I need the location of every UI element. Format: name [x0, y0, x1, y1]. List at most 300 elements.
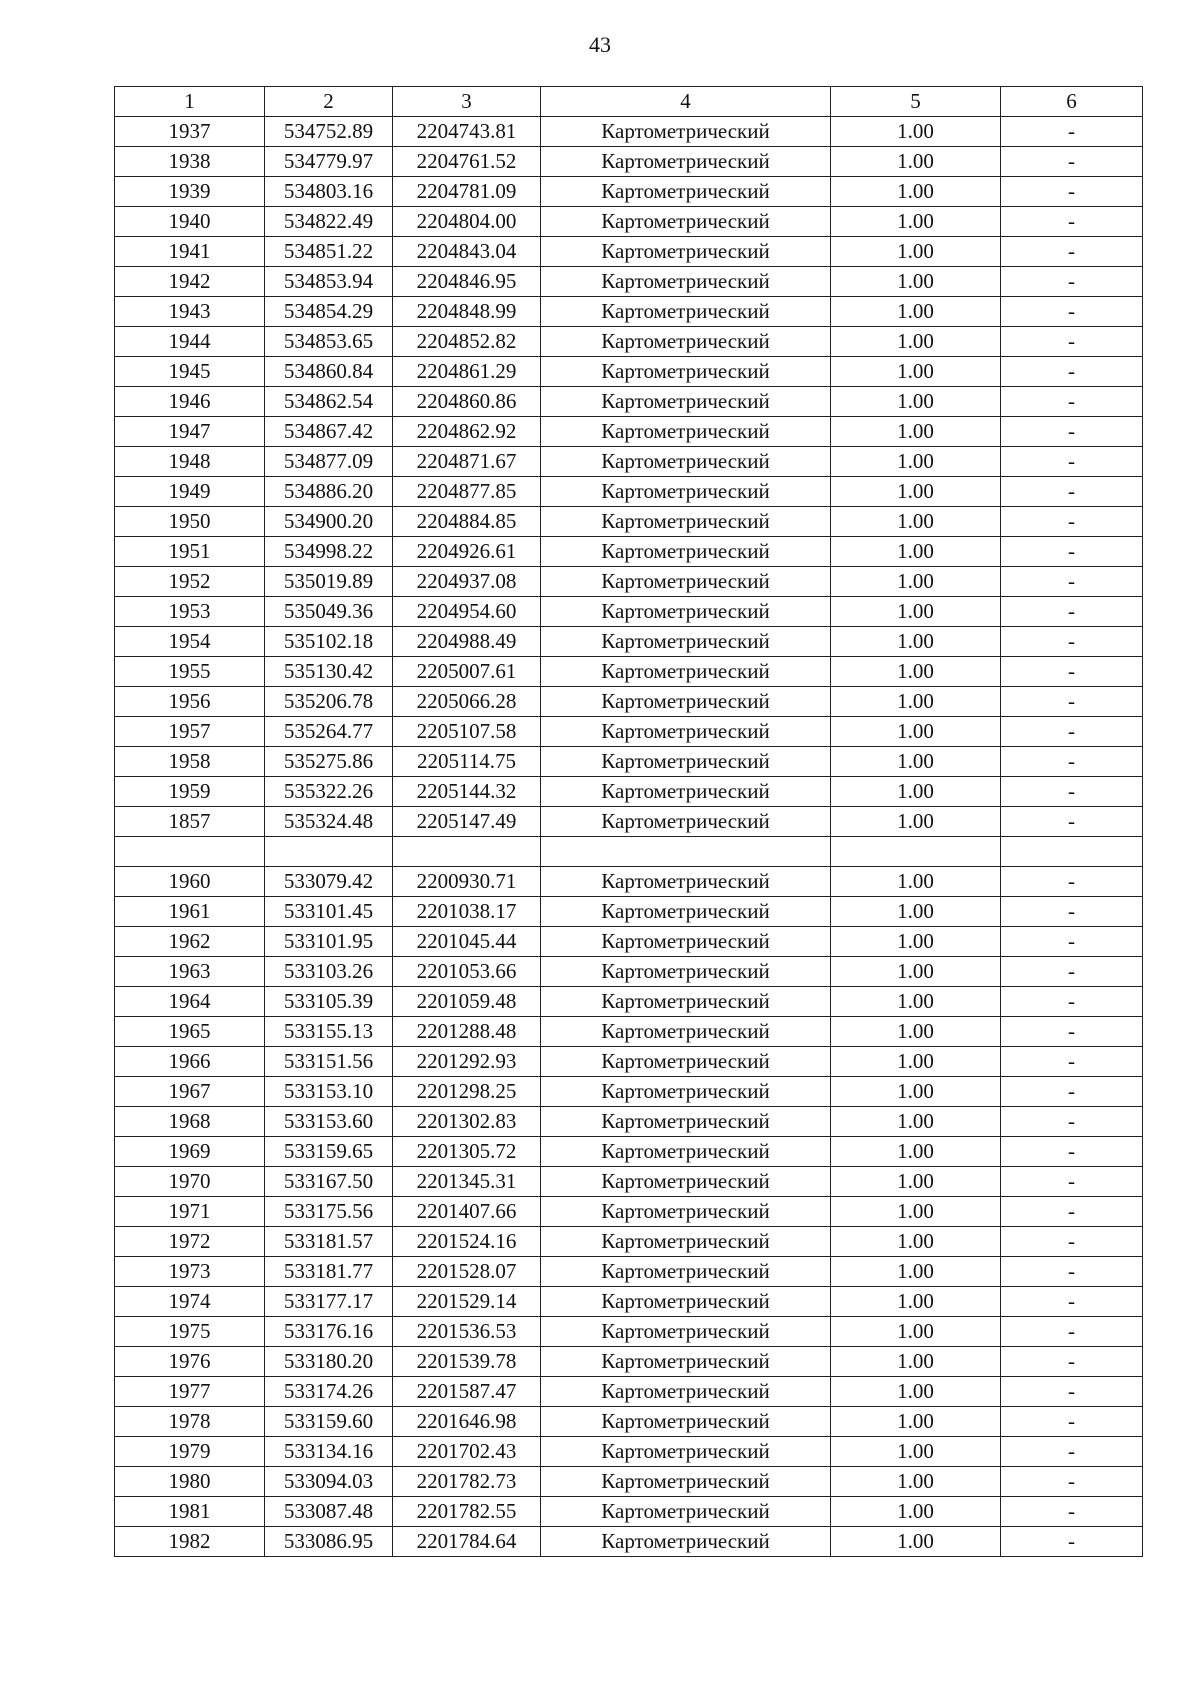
table-row [115, 387, 1143, 417]
x-coordinate-cell: 533094.03 [265, 1467, 393, 1497]
accuracy-cell: 1.00 [831, 1437, 1001, 1467]
x-coordinate-cell: 535049.36 [265, 597, 393, 627]
point-number-cell: 1942 [115, 267, 265, 297]
accuracy-cell: 1.00 [831, 1197, 1001, 1227]
x-coordinate-cell: 534867.42 [265, 417, 393, 447]
point-number-cell: 1973 [115, 1257, 265, 1287]
x-coordinate-cell: 535102.18 [265, 627, 393, 657]
method-cell: Картометрический [541, 177, 831, 207]
note-cell: - [1001, 1287, 1143, 1317]
note-cell: - [1001, 147, 1143, 177]
point-number-cell: 1950 [115, 507, 265, 537]
note-cell: - [1001, 1017, 1143, 1047]
point-number-cell: 1953 [115, 597, 265, 627]
table-row [115, 957, 1143, 987]
method-cell: Картометрический [541, 507, 831, 537]
y-coordinate-cell: 2200930.71 [393, 867, 541, 897]
y-coordinate-cell: 2201702.43 [393, 1437, 541, 1467]
note-cell: - [1001, 357, 1143, 387]
y-coordinate-cell: 2201539.78 [393, 1347, 541, 1377]
method-cell: Картометрический [541, 1167, 831, 1197]
table-row [115, 237, 1143, 267]
column-header: 2 [265, 87, 393, 117]
y-coordinate-cell: 2204846.95 [393, 267, 541, 297]
accuracy-cell: 1.00 [831, 1467, 1001, 1497]
x-coordinate-cell: 534752.89 [265, 117, 393, 147]
point-number-cell: 1948 [115, 447, 265, 477]
method-cell: Картометрический [541, 747, 831, 777]
accuracy-cell: 1.00 [831, 207, 1001, 237]
x-coordinate-cell: 535264.77 [265, 717, 393, 747]
x-coordinate-cell: 533155.13 [265, 1017, 393, 1047]
note-cell: - [1001, 717, 1143, 747]
y-coordinate-cell: 2204848.99 [393, 297, 541, 327]
accuracy-cell: 1.00 [831, 1017, 1001, 1047]
point-number-cell: 1955 [115, 657, 265, 687]
table-row [115, 927, 1143, 957]
accuracy-cell: 1.00 [831, 177, 1001, 207]
accuracy-cell: 1.00 [831, 897, 1001, 927]
x-coordinate-cell: 534803.16 [265, 177, 393, 207]
y-coordinate-cell: 2205147.49 [393, 807, 541, 837]
method-cell: Картометрический [541, 927, 831, 957]
table-row [115, 627, 1143, 657]
method-cell: Картометрический [541, 1527, 831, 1557]
table-row [115, 1077, 1143, 1107]
point-number-cell: 1949 [115, 477, 265, 507]
accuracy-cell: 1.00 [831, 1497, 1001, 1527]
note-cell: - [1001, 1407, 1143, 1437]
x-coordinate-cell: 533101.95 [265, 927, 393, 957]
point-number-cell: 1941 [115, 237, 265, 267]
accuracy-cell: 1.00 [831, 687, 1001, 717]
table-row [115, 837, 1143, 867]
accuracy-cell: 1.00 [831, 747, 1001, 777]
table-row [115, 717, 1143, 747]
column-header: 1 [115, 87, 265, 117]
table-row [115, 1347, 1143, 1377]
note-cell: - [1001, 447, 1143, 477]
y-coordinate-cell: 2201038.17 [393, 897, 541, 927]
x-coordinate-cell: 534877.09 [265, 447, 393, 477]
y-coordinate-cell: 2201288.48 [393, 1017, 541, 1047]
page-number: 43 [589, 32, 611, 57]
x-coordinate-cell: 533105.39 [265, 987, 393, 1017]
y-coordinate-cell: 2204761.52 [393, 147, 541, 177]
y-coordinate-cell: 2204852.82 [393, 327, 541, 357]
x-coordinate-cell: 533177.17 [265, 1287, 393, 1317]
note-cell: - [1001, 1317, 1143, 1347]
method-cell: Картометрический [541, 207, 831, 237]
point-number-cell: 1962 [115, 927, 265, 957]
column-header: 4 [541, 87, 831, 117]
table-row [115, 1137, 1143, 1167]
note-cell: - [1001, 567, 1143, 597]
note-cell: - [1001, 1377, 1143, 1407]
table-row [115, 1317, 1143, 1347]
point-number-cell: 1954 [115, 627, 265, 657]
accuracy-cell: 1.00 [831, 867, 1001, 897]
point-number-cell: 1968 [115, 1107, 265, 1137]
accuracy-cell: 1.00 [831, 1317, 1001, 1347]
method-cell: Картометрический [541, 1107, 831, 1137]
note-cell: - [1001, 1137, 1143, 1167]
x-coordinate-cell: 534851.22 [265, 237, 393, 267]
x-coordinate-cell: 533151.56 [265, 1047, 393, 1077]
method-cell [541, 837, 831, 867]
method-cell: Картометрический [541, 1197, 831, 1227]
table-row [115, 327, 1143, 357]
y-coordinate-cell: 2204860.86 [393, 387, 541, 417]
y-coordinate-cell: 2205007.61 [393, 657, 541, 687]
table-row [115, 1377, 1143, 1407]
y-coordinate-cell: 2201407.66 [393, 1197, 541, 1227]
note-cell: - [1001, 627, 1143, 657]
x-coordinate-cell: 535206.78 [265, 687, 393, 717]
accuracy-cell: 1.00 [831, 1257, 1001, 1287]
accuracy-cell: 1.00 [831, 537, 1001, 567]
note-cell: - [1001, 237, 1143, 267]
point-number-cell: 1964 [115, 987, 265, 1017]
method-cell: Картометрический [541, 1077, 831, 1107]
x-coordinate-cell: 533153.10 [265, 1077, 393, 1107]
point-number-cell: 1975 [115, 1317, 265, 1347]
y-coordinate-cell: 2201305.72 [393, 1137, 541, 1167]
note-cell: - [1001, 1497, 1143, 1527]
point-number-cell: 1960 [115, 867, 265, 897]
x-coordinate-cell: 533086.95 [265, 1527, 393, 1557]
accuracy-cell: 1.00 [831, 117, 1001, 147]
accuracy-cell: 1.00 [831, 237, 1001, 267]
accuracy-cell: 1.00 [831, 627, 1001, 657]
method-cell: Картометрический [541, 1257, 831, 1287]
y-coordinate-cell: 2201045.44 [393, 927, 541, 957]
x-coordinate-cell: 533101.45 [265, 897, 393, 927]
point-number-cell: 1971 [115, 1197, 265, 1227]
accuracy-cell: 1.00 [831, 1137, 1001, 1167]
y-coordinate-cell: 2201524.16 [393, 1227, 541, 1257]
method-cell: Картометрический [541, 1377, 831, 1407]
method-cell: Картометрический [541, 1497, 831, 1527]
x-coordinate-cell: 533103.26 [265, 957, 393, 987]
note-cell: - [1001, 267, 1143, 297]
accuracy-cell: 1.00 [831, 447, 1001, 477]
accuracy-cell: 1.00 [831, 1107, 1001, 1137]
accuracy-cell: 1.00 [831, 927, 1001, 957]
x-coordinate-cell: 533175.56 [265, 1197, 393, 1227]
table-row [115, 1017, 1143, 1047]
method-cell: Картометрический [541, 687, 831, 717]
x-coordinate-cell: 533174.26 [265, 1377, 393, 1407]
accuracy-cell: 1.00 [831, 477, 1001, 507]
accuracy-cell: 1.00 [831, 327, 1001, 357]
method-cell: Картометрический [541, 1047, 831, 1077]
x-coordinate-cell: 534886.20 [265, 477, 393, 507]
accuracy-cell: 1.00 [831, 987, 1001, 1017]
accuracy-cell: 1.00 [831, 1407, 1001, 1437]
method-cell: Картометрический [541, 237, 831, 267]
point-number-cell: 1978 [115, 1407, 265, 1437]
point-number-cell: 1946 [115, 387, 265, 417]
method-cell: Картометрический [541, 897, 831, 927]
method-cell: Картометрический [541, 867, 831, 897]
method-cell: Картометрический [541, 1467, 831, 1497]
point-number-cell: 1970 [115, 1167, 265, 1197]
note-cell: - [1001, 537, 1143, 567]
point-number-cell: 1951 [115, 537, 265, 567]
method-cell: Картометрический [541, 1227, 831, 1257]
note-cell: - [1001, 657, 1143, 687]
accuracy-cell: 1.00 [831, 357, 1001, 387]
table-row [115, 507, 1143, 537]
coordinates-table [114, 86, 1143, 1557]
y-coordinate-cell: 2204871.67 [393, 447, 541, 477]
accuracy-cell: 1.00 [831, 417, 1001, 447]
table-row [115, 1227, 1143, 1257]
x-coordinate-cell: 533087.48 [265, 1497, 393, 1527]
y-coordinate-cell: 2204926.61 [393, 537, 541, 567]
accuracy-cell: 1.00 [831, 597, 1001, 627]
accuracy-cell [831, 837, 1001, 867]
accuracy-cell: 1.00 [831, 1377, 1001, 1407]
y-coordinate-cell [393, 837, 541, 867]
x-coordinate-cell: 533134.16 [265, 1437, 393, 1467]
y-coordinate-cell: 2205114.75 [393, 747, 541, 777]
y-coordinate-cell: 2201292.93 [393, 1047, 541, 1077]
point-number-cell: 1958 [115, 747, 265, 777]
y-coordinate-cell: 2204988.49 [393, 627, 541, 657]
note-cell: - [1001, 477, 1143, 507]
y-coordinate-cell: 2204862.92 [393, 417, 541, 447]
table-row [115, 447, 1143, 477]
table-row [115, 987, 1143, 1017]
note-cell: - [1001, 117, 1143, 147]
accuracy-cell: 1.00 [831, 1527, 1001, 1557]
note-cell: - [1001, 1467, 1143, 1497]
method-cell: Картометрический [541, 447, 831, 477]
x-coordinate-cell: 533079.42 [265, 867, 393, 897]
table-row [115, 1167, 1143, 1197]
method-cell: Картометрический [541, 1287, 831, 1317]
accuracy-cell: 1.00 [831, 387, 1001, 417]
point-number-cell: 1977 [115, 1377, 265, 1407]
table-row [115, 1497, 1143, 1527]
table-row [115, 867, 1143, 897]
table-row [115, 1287, 1143, 1317]
y-coordinate-cell: 2201782.55 [393, 1497, 541, 1527]
table-row [115, 117, 1143, 147]
y-coordinate-cell: 2201528.07 [393, 1257, 541, 1287]
method-cell: Картометрический [541, 147, 831, 177]
note-cell: - [1001, 507, 1143, 537]
table-row [115, 537, 1143, 567]
note-cell: - [1001, 867, 1143, 897]
method-cell: Картометрический [541, 327, 831, 357]
accuracy-cell: 1.00 [831, 507, 1001, 537]
note-cell: - [1001, 1107, 1143, 1137]
point-number-cell: 1972 [115, 1227, 265, 1257]
x-coordinate-cell: 533167.50 [265, 1167, 393, 1197]
accuracy-cell: 1.00 [831, 657, 1001, 687]
x-coordinate-cell: 535019.89 [265, 567, 393, 597]
x-coordinate-cell: 533181.77 [265, 1257, 393, 1287]
x-coordinate-cell: 533176.16 [265, 1317, 393, 1347]
note-cell: - [1001, 927, 1143, 957]
method-cell: Картометрический [541, 807, 831, 837]
method-cell: Картометрический [541, 957, 831, 987]
x-coordinate-cell: 533159.65 [265, 1137, 393, 1167]
note-cell: - [1001, 207, 1143, 237]
column-header: 6 [1001, 87, 1143, 117]
note-cell: - [1001, 957, 1143, 987]
method-cell: Картометрический [541, 717, 831, 747]
y-coordinate-cell: 2201782.73 [393, 1467, 541, 1497]
table-row [115, 807, 1143, 837]
point-number-cell: 1966 [115, 1047, 265, 1077]
accuracy-cell: 1.00 [831, 717, 1001, 747]
note-cell: - [1001, 1197, 1143, 1227]
y-coordinate-cell: 2201059.48 [393, 987, 541, 1017]
x-coordinate-cell: 533159.60 [265, 1407, 393, 1437]
y-coordinate-cell: 2204937.08 [393, 567, 541, 597]
point-number-cell: 1976 [115, 1347, 265, 1377]
table-header-row [115, 87, 1143, 117]
method-cell: Картометрический [541, 627, 831, 657]
point-number-cell: 1952 [115, 567, 265, 597]
table-row [115, 747, 1143, 777]
table-row [115, 567, 1143, 597]
point-number-cell: 1947 [115, 417, 265, 447]
accuracy-cell: 1.00 [831, 297, 1001, 327]
y-coordinate-cell: 2205144.32 [393, 777, 541, 807]
table-row [115, 417, 1143, 447]
point-number-cell: 1945 [115, 357, 265, 387]
method-cell: Картометрический [541, 417, 831, 447]
y-coordinate-cell: 2204781.09 [393, 177, 541, 207]
point-number-cell: 1963 [115, 957, 265, 987]
note-cell: - [1001, 597, 1143, 627]
point-number-cell: 1967 [115, 1077, 265, 1107]
x-coordinate-cell: 534853.65 [265, 327, 393, 357]
table-row [115, 1197, 1143, 1227]
note-cell: - [1001, 1347, 1143, 1377]
note-cell: - [1001, 1167, 1143, 1197]
y-coordinate-cell: 2201784.64 [393, 1527, 541, 1557]
table-row [115, 147, 1143, 177]
y-coordinate-cell: 2204954.60 [393, 597, 541, 627]
table-row [115, 207, 1143, 237]
table-row [115, 897, 1143, 927]
point-number-cell: 1937 [115, 117, 265, 147]
method-cell: Картометрический [541, 1407, 831, 1437]
x-coordinate-cell [265, 837, 393, 867]
point-number-cell: 1956 [115, 687, 265, 717]
table-row [115, 1467, 1143, 1497]
x-coordinate-cell: 535275.86 [265, 747, 393, 777]
note-cell: - [1001, 417, 1143, 447]
note-cell: - [1001, 747, 1143, 777]
x-coordinate-cell: 534779.97 [265, 147, 393, 177]
y-coordinate-cell: 2201053.66 [393, 957, 541, 987]
x-coordinate-cell: 533153.60 [265, 1107, 393, 1137]
x-coordinate-cell: 533180.20 [265, 1347, 393, 1377]
y-coordinate-cell: 2201536.53 [393, 1317, 541, 1347]
accuracy-cell: 1.00 [831, 147, 1001, 177]
x-coordinate-cell: 534853.94 [265, 267, 393, 297]
note-cell: - [1001, 1527, 1143, 1557]
table-body [115, 117, 1143, 1557]
note-cell: - [1001, 777, 1143, 807]
point-number-cell: 1979 [115, 1437, 265, 1467]
note-cell: - [1001, 1227, 1143, 1257]
point-number-cell: 1981 [115, 1497, 265, 1527]
table-row [115, 1047, 1143, 1077]
note-cell: - [1001, 687, 1143, 717]
note-cell: - [1001, 1437, 1143, 1467]
y-coordinate-cell: 2201298.25 [393, 1077, 541, 1107]
accuracy-cell: 1.00 [831, 267, 1001, 297]
y-coordinate-cell: 2204884.85 [393, 507, 541, 537]
x-coordinate-cell: 535324.48 [265, 807, 393, 837]
x-coordinate-cell: 535130.42 [265, 657, 393, 687]
note-cell: - [1001, 1257, 1143, 1287]
x-coordinate-cell: 534862.54 [265, 387, 393, 417]
column-header: 5 [831, 87, 1001, 117]
column-header: 3 [393, 87, 541, 117]
point-number-cell: 1961 [115, 897, 265, 927]
note-cell: - [1001, 1077, 1143, 1107]
point-number-cell: 1940 [115, 207, 265, 237]
table-row [115, 477, 1143, 507]
method-cell: Картометрический [541, 1017, 831, 1047]
table-row [115, 687, 1143, 717]
point-number-cell: 1982 [115, 1527, 265, 1557]
accuracy-cell: 1.00 [831, 567, 1001, 597]
table-row [115, 1107, 1143, 1137]
table-row [115, 267, 1143, 297]
point-number-cell: 1957 [115, 717, 265, 747]
x-coordinate-cell: 534822.49 [265, 207, 393, 237]
table-row [115, 1407, 1143, 1437]
accuracy-cell: 1.00 [831, 1167, 1001, 1197]
note-cell: - [1001, 807, 1143, 837]
method-cell: Картометрический [541, 387, 831, 417]
point-number-cell: 1980 [115, 1467, 265, 1497]
accuracy-cell: 1.00 [831, 1047, 1001, 1077]
y-coordinate-cell: 2204804.00 [393, 207, 541, 237]
y-coordinate-cell: 2204843.04 [393, 237, 541, 267]
y-coordinate-cell: 2201302.83 [393, 1107, 541, 1137]
x-coordinate-cell: 534998.22 [265, 537, 393, 567]
method-cell: Картометрический [541, 1437, 831, 1467]
note-cell: - [1001, 327, 1143, 357]
method-cell: Картометрический [541, 267, 831, 297]
note-cell: - [1001, 297, 1143, 327]
y-coordinate-cell: 2204743.81 [393, 117, 541, 147]
table-row [115, 657, 1143, 687]
table-row [115, 1437, 1143, 1467]
y-coordinate-cell: 2204877.85 [393, 477, 541, 507]
accuracy-cell: 1.00 [831, 1347, 1001, 1377]
table-row [115, 297, 1143, 327]
method-cell: Картометрический [541, 477, 831, 507]
method-cell: Картометрический [541, 657, 831, 687]
point-number-cell: 1939 [115, 177, 265, 207]
note-cell: - [1001, 987, 1143, 1017]
point-number-cell: 1943 [115, 297, 265, 327]
table-row [115, 1257, 1143, 1287]
accuracy-cell: 1.00 [831, 777, 1001, 807]
